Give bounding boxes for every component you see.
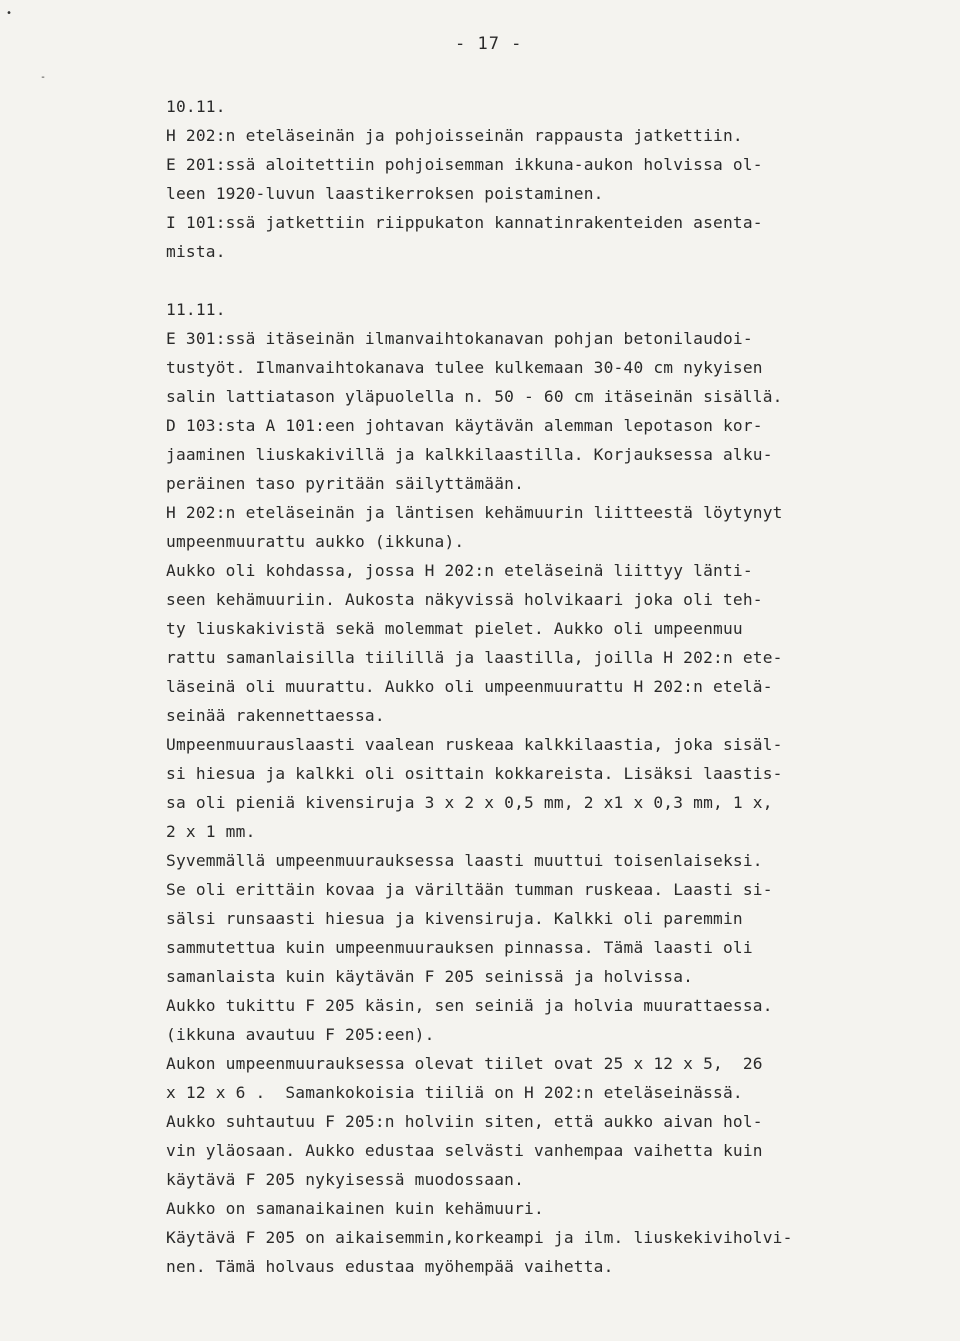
text-line: sälsi runsaasti hiesua ja kivensiruja. Kalkki oli paremmin (166, 909, 743, 928)
text-line: 2 x 1 mm. (166, 822, 256, 841)
text-line: rattu samanlaisilla tiilillä ja laastilla, joilla H 202:n ete- (166, 648, 783, 667)
text-line: seinää rakennettaessa. (166, 706, 385, 725)
text-line: H 202:n eteläseinän ja läntisen kehämuurin liitteestä löytynyt (166, 503, 783, 522)
text-line: Aukko suhtautuu F 205:n holviin siten, että aukko aivan hol- (166, 1112, 763, 1131)
text-line: ty liuskakivistä sekä molemmat pielet. Aukko oli umpeenmuu (166, 619, 743, 638)
text-line: käytävä F 205 nykyisessä muodossaan. (166, 1170, 525, 1189)
text-line: vin yläosaan. Aukko edustaa selvästi vanhempaa vaihetta kuin (166, 1141, 763, 1160)
section-gap (166, 266, 926, 295)
text-line: Aukko oli kohdassa, jossa H 202:n eteläseinä liittyy länti- (166, 561, 753, 580)
text-line: salin lattiatason yläpuolella n. 50 - 60 cm itäseinän sisällä. (166, 387, 783, 406)
text-line: (ikkuna avautuu F 205:een). (166, 1025, 435, 1044)
text-line: peräinen taso pyritään säilyttämään. (166, 474, 525, 493)
text-line: umpeenmuurattu aukko (ikkuna). (166, 532, 465, 551)
document-body (166, 92, 926, 1281)
text-line: E 301:ssä itäseinän ilmanvaihtokanavan pohjan betonilaudoi- (166, 329, 753, 348)
text-line: leen 1920-luvun laastikerroksen poistaminen. (166, 184, 604, 203)
page-number: - 17 - (455, 34, 523, 54)
text-line: x 12 x 6 . Samankokoisia tiiliä on H 202:n eteläseinässä. (166, 1083, 743, 1102)
text-line: sammutettua kuin umpeenmuurauksen pinnassa. Tämä laasti oli (166, 938, 753, 957)
text-line: I 101:ssä jatkettiin riippukaton kannatinrakenteiden asenta- (166, 213, 763, 232)
text-line: läseinä oli muurattu. Aukko oli umpeenmuurattu H 202:n etelä- (166, 677, 773, 696)
margin-dot: • (6, 8, 13, 19)
margin-dash: - (40, 72, 47, 83)
text-line: Aukko tukittu F 205 käsin, sen seiniä ja holvia muurattaessa. (166, 996, 773, 1015)
text-line: Aukko on samanaikainen kuin kehämuuri. (166, 1199, 544, 1218)
text-line: E 201:ssä aloitettiin pohjoisemman ikkuna-aukon holvissa ol- (166, 155, 763, 174)
text-line: tustyöt. Ilmanvaihtokanava tulee kulkemaan 30-40 cm nykyisen (166, 358, 763, 377)
text-line: H 202:n eteläseinän ja pohjoisseinän rappausta jatkettiin. (166, 126, 743, 145)
text-line: si hiesua ja kalkki oli osittain kokkareista. Lisäksi laastis- (166, 764, 783, 783)
text-line: Käytävä F 205 on aikaisemmin,korkeampi ja ilm. liuskekiviholvi- (166, 1228, 793, 1247)
text-line: seen kehämuuriin. Aukosta näkyvissä holvikaari joka oli teh- (166, 590, 763, 609)
text-line: Se oli erittäin kovaa ja väriltään tumman ruskeaa. Laasti si- (166, 880, 773, 899)
text-line: Syvemmällä umpeenmuurauksessa laasti muuttui toisenlaiseksi. (166, 851, 763, 870)
text-line: sa oli pieniä kivensiruja 3 x 2 x 0,5 mm, 2 x1 x 0,3 mm, 1 x, (166, 793, 773, 812)
entry-date: 10.11. (166, 97, 226, 116)
text-line: Aukon umpeenmuurauksessa olevat tiilet ovat 25 x 12 x 5, 26 (166, 1054, 763, 1073)
text-line: Umpeenmuurauslaasti vaalean ruskeaa kalkkilaastia, joka sisäl- (166, 735, 783, 754)
entry-date: 11.11. (166, 300, 226, 319)
text-line: samanlaista kuin käytävän F 205 seinissä ja holvissa. (166, 967, 694, 986)
text-line: mista. (166, 242, 226, 261)
text-line: D 103:sta A 101:een johtavan käytävän alemman lepotason kor- (166, 416, 763, 435)
text-line: jaaminen liuskakivillä ja kalkkilaastilla. Korjauksessa alku- (166, 445, 773, 464)
text-line: nen. Tämä holvaus edustaa myöhempää vaihetta. (166, 1257, 614, 1276)
